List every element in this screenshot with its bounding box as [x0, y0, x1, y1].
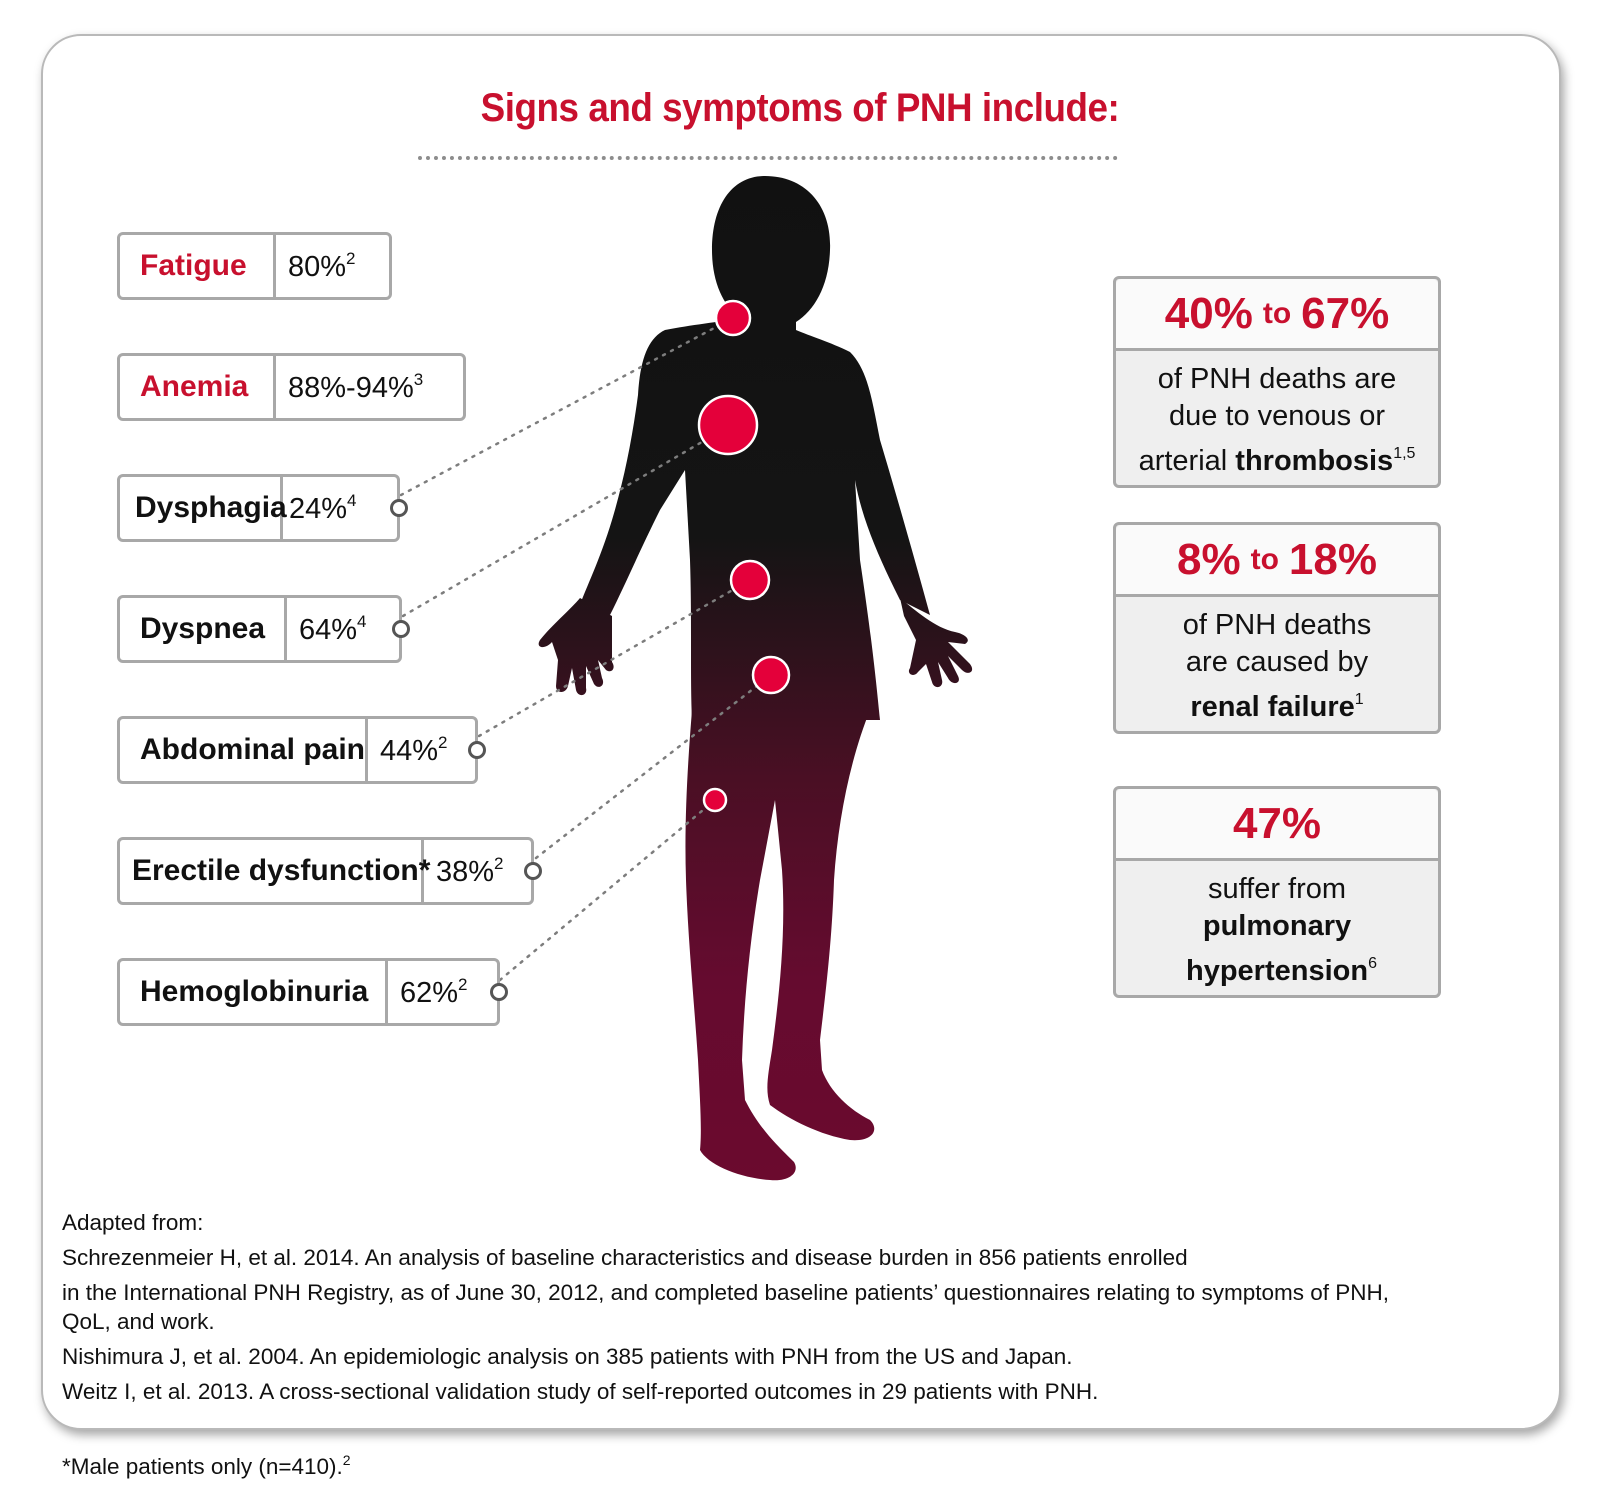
symptom-anemia [117, 353, 466, 421]
stat-value: 8% to 18% [1116, 525, 1438, 597]
symptom-percent: 62%$^2$ [400, 974, 468, 1009]
connector-endpoint [392, 620, 410, 638]
symptom-name: Dysphagia [120, 477, 283, 539]
stat-renal-failure [1113, 522, 1441, 734]
marker-pelvis [753, 657, 789, 693]
connector-endpoint [468, 741, 486, 759]
reference-1-line-1: Schrezenmeier H, et al. 2014. An analysis of baseline characteristics and disease burden in 856 patients enrolled [62, 1245, 1188, 1270]
symptom-name: Abdominal pain [120, 719, 368, 781]
symptom-dyspnea [117, 595, 402, 663]
stat-description: suffer from pulmonary hypertension$^6$ [1186, 873, 1377, 987]
symptom-dysphagia [117, 474, 400, 542]
stat-thrombosis [1113, 276, 1441, 488]
page-title: Signs and symptoms of PNH include: [480, 86, 1120, 130]
symptom-name: Hemoglobinuria [120, 961, 388, 1023]
connector-endpoint [524, 862, 542, 880]
stat-pulmonary-hypertension [1113, 786, 1441, 998]
stat-description: of PNH deaths are due to venous or arterial thrombosis$^{1,5}$ [1138, 363, 1416, 477]
connector-endpoint [390, 499, 408, 517]
references [62, 1208, 1562, 1406]
footnote: *Male patients only (n=410).$^2$ [62, 1452, 351, 1479]
symptom-fatigue [117, 232, 392, 300]
marker-abdomen [731, 561, 769, 599]
stat-value: 40% to 67% [1116, 279, 1438, 351]
stat-description: of PNH deaths are caused by renal failure$^1$ [1182, 609, 1372, 723]
symptom-percent: 38%$^2$ [436, 853, 504, 888]
connector-endpoint [490, 983, 508, 1001]
reference-2: Nishimura J, et al. 2004. An epidemiologic analysis on 385 patients with PNH from the US and Japan. [62, 1344, 1073, 1369]
symptom-percent: 24%$^4$ [289, 490, 357, 525]
reference-1-line-3: QoL, and work. [62, 1309, 215, 1334]
symptom-name: Anemia [120, 356, 276, 418]
symptom-name: Dyspnea [120, 598, 287, 660]
references-heading: Adapted from: [62, 1210, 204, 1235]
symptom-hemoglobinuria [117, 958, 500, 1026]
symptom-abdominal-pain [117, 716, 478, 784]
reference-3: Weitz I, et al. 2013. A cross-sectional validation study of self-reported outcomes in 29 patients with PNH. [62, 1379, 1099, 1404]
symptom-percent: 64%$^4$ [299, 611, 367, 646]
marker-throat [716, 301, 750, 335]
symptom-percent: 44%$^2$ [380, 732, 448, 767]
marker-kidney-urinary [704, 789, 726, 811]
symptom-name: Fatigue [120, 235, 276, 297]
symptom-percent: 80%$^2$ [288, 248, 356, 283]
symptom-name: Erectile dysfunction* [120, 840, 424, 902]
stat-value: 47% [1116, 789, 1438, 861]
symptom-percent: 88%-94%$^3$ [288, 369, 424, 404]
symptom-erectile-dysfunction [117, 837, 534, 905]
connector-dyspnea [403, 428, 726, 616]
marker-chest [699, 396, 757, 454]
reference-1-line-2: in the International PNH Registry, as of June 30, 2012, and completed baseline patients’ questionnaires relating to symptoms of PNH, [62, 1280, 1389, 1305]
